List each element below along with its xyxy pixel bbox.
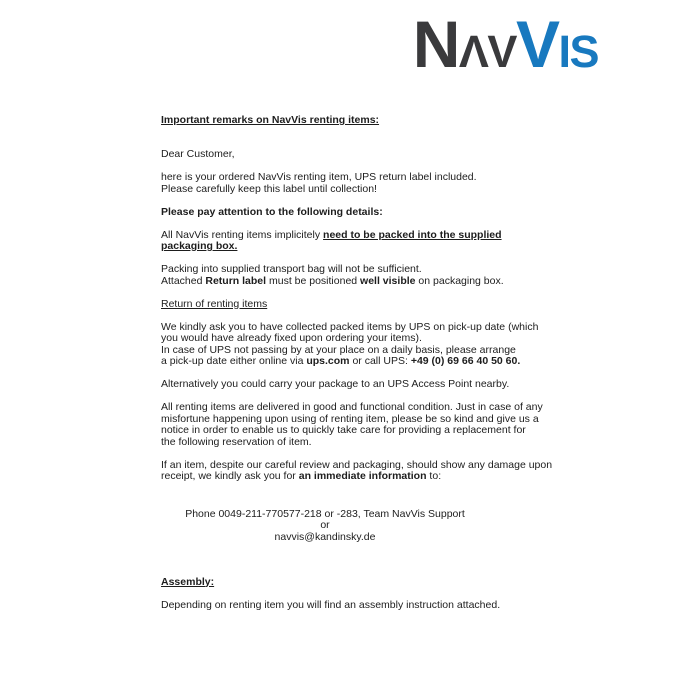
text-run: Please pay attention to the following details: — [161, 205, 383, 218]
text-run: All renting items are delivered in good and functional condition. Just in case of any — [161, 401, 543, 413]
navvis-logo — [413, 6, 598, 82]
text-run: receipt, we kindly ask you for — [161, 470, 299, 482]
block-attention-heading — [161, 207, 591, 219]
text-run: a pick-up date either online via — [161, 355, 307, 367]
block-intro — [161, 172, 591, 195]
text-run: We kindly ask you to have collected packed items by UPS on pick-up date (which — [161, 320, 539, 333]
text-run: must be positioned — [266, 274, 361, 287]
logo-letters-av: ΛV — [458, 26, 516, 77]
text-run: Assembly: — [161, 575, 215, 588]
text-run: packaging box. — [161, 240, 238, 252]
block-greeting — [161, 149, 591, 161]
text-run: on packaging box. — [415, 274, 504, 287]
block-pickup — [161, 322, 591, 368]
text-run: Dear Customer, — [161, 148, 235, 160]
text-run: If an item, despite our careful review and packaging, should show any damage upon — [161, 458, 553, 471]
text-run: ups.com — [306, 355, 350, 367]
block-title — [161, 115, 591, 127]
text-run: Please carefully keep this label until collection! — [161, 182, 377, 195]
text-run: Return label — [205, 274, 267, 287]
text-run: Phone 0049-211-770577-218 or -283, Team NavVis Support — [185, 507, 465, 520]
block-condition — [161, 402, 591, 448]
block-return-heading — [161, 299, 591, 311]
text-run: well visible — [360, 274, 416, 287]
text-run: here is your ordered NavVis renting item, UPS return label included. — [161, 171, 477, 183]
text-run: the following reservation of item. — [161, 435, 312, 448]
text-run: navvis@kandinsky.de — [274, 530, 376, 543]
text-run: an immediate information — [298, 470, 427, 482]
text-run: Attached — [161, 274, 206, 287]
letter-body — [161, 115, 591, 611]
block-packing-note — [161, 264, 591, 287]
text-run: Return of renting items — [161, 297, 268, 310]
text-run: Alternatively you could carry your package to an UPS Access Point nearby. — [161, 378, 510, 390]
block-assembly-heading — [161, 577, 591, 589]
text-run: Depending on renting item you will find an assembly instruction attached. — [161, 598, 501, 611]
text-run: All NavVis renting items implicitely — [161, 228, 324, 241]
text-run: misfortune happening upon using of renting item, please be so kind and give us a — [161, 412, 539, 425]
text-run: you would have already fixed upon ordering your items). — [161, 332, 422, 344]
logo-letter-n: N — [412, 7, 459, 81]
text-run: or call UPS: — [349, 355, 411, 367]
block-damage — [161, 460, 591, 483]
block-packing-requirement — [161, 230, 591, 253]
text-run: need to be packed into the supplied — [323, 228, 502, 241]
block-assembly-note — [161, 600, 591, 612]
logo-letter-v: V — [515, 7, 559, 81]
text-run: to: — [426, 470, 442, 482]
block-access-point — [161, 379, 591, 391]
text-run: In case of UPS not passing by at your place on a daily basis, please arrange — [161, 343, 516, 356]
block-contact — [161, 509, 489, 544]
text-run: Packing into supplied transport bag will not be sufficient. — [161, 263, 422, 275]
text-run: Important remarks on NavVis renting items: — [161, 114, 380, 126]
text-run: +49 (0) 69 66 40 50 60. — [410, 355, 521, 367]
text-run: notice in order to enable us to quickly take care for providing a replacement for — [161, 424, 526, 436]
text-run: or — [320, 519, 330, 531]
logo-letters-is: IS — [558, 26, 598, 77]
